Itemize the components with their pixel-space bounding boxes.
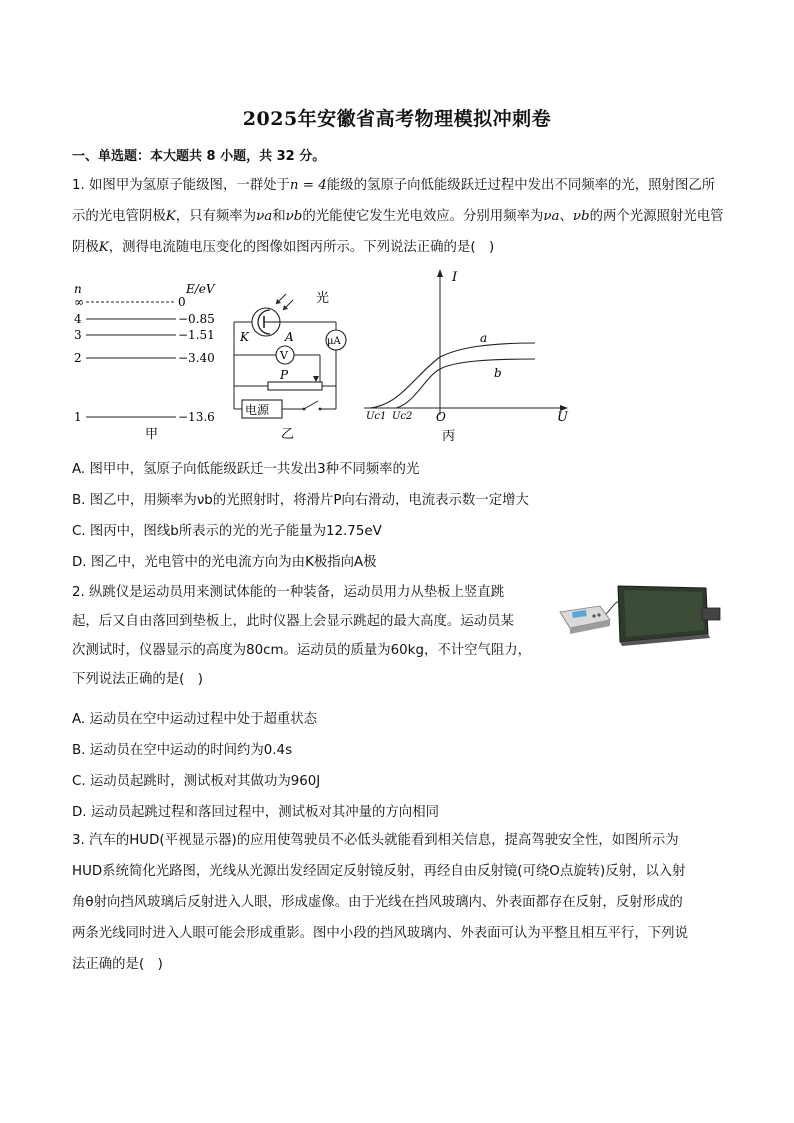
yi-source-label: 电源 bbox=[245, 403, 270, 417]
q1-text-c: ，只有频率为 bbox=[175, 209, 257, 224]
curve-a bbox=[370, 343, 535, 408]
q1-text-a: 1. 如图甲为氢原子能级图，一群处于 bbox=[72, 178, 290, 193]
q1-text-f: 、 bbox=[559, 209, 573, 224]
yi-p-label: P bbox=[280, 368, 289, 382]
q1-va1: νa bbox=[256, 209, 273, 224]
yi-light-label: 光 bbox=[316, 291, 330, 306]
q1-k1: K bbox=[165, 209, 176, 224]
energy-level-e: −1.51 bbox=[178, 328, 215, 342]
q1-text-b: 能级的氢原子向低能级跃迁过程中发出不同频率的光，照射图乙所示的光电管阴极 bbox=[72, 178, 716, 224]
q1-text-e: 的光能使它发生光电效应。分别用频率为 bbox=[302, 209, 544, 224]
q2-option-a[interactable]: A. 运动员在空中运动过程中处于超重状态 bbox=[72, 712, 318, 727]
bing-origin: O bbox=[436, 410, 446, 424]
q1-k2: K bbox=[98, 240, 109, 255]
q2-line-1: 2. 纵跳仪是运动员用来测试体能的一种装备，运动员用力从垫板上竖直跳 bbox=[72, 585, 505, 600]
q1-text-d: 和 bbox=[272, 209, 286, 224]
section-heading: 一、单选题：本大题共 8 小题，共 32 分。 bbox=[72, 149, 326, 164]
jia-n-label: n bbox=[74, 282, 82, 296]
energy-level-n: 2 bbox=[74, 351, 82, 365]
q2-option-b[interactable]: B. 运动员在空中运动的时间约为0.4s bbox=[72, 743, 293, 758]
yi-ua-label: μA bbox=[327, 336, 341, 347]
q2-line-3: 次测试时，仪器显示的高度为80cm。运动员的质量为60kg，不计空气阻力， bbox=[72, 643, 532, 658]
rheostat bbox=[268, 382, 322, 390]
curve-b bbox=[396, 359, 535, 408]
page-title: 2025年安徽省高考物理模拟冲刺卷 bbox=[242, 108, 552, 130]
bing-i-label: I bbox=[452, 270, 458, 285]
energy-level-e: −0.85 bbox=[178, 312, 215, 326]
figure-yi-circuit bbox=[228, 282, 358, 442]
q3-line-1: 3. 汽车的HUD(平视显示器)的应用使驾驶员不必低头就能看到相关信息，提高驾驶安全性，如图所示为 bbox=[72, 833, 679, 848]
jia-levels bbox=[74, 295, 215, 424]
q3-line-3: 角θ射向挡风玻璃后反射进入人眼，形成虚像。由于光线在挡风玻璃内、外表面都存在反射，反射形成的 bbox=[72, 895, 683, 910]
q1-text-g: 的两个光源照射光电管阴极 bbox=[72, 209, 724, 255]
bing-b-label: b bbox=[494, 366, 502, 380]
jia-e-label: E/eV bbox=[186, 282, 215, 296]
bing-a-label: a bbox=[480, 331, 488, 345]
q2-option-d[interactable]: D. 运动员起跳过程和落回过程中，测试板对其冲量的方向相同 bbox=[72, 805, 439, 820]
bing-uc2-label: Uc2 bbox=[392, 411, 413, 422]
q2-line-2: 起，后又自由落回到垫板上，此时仪器上会显示跳起的最大高度。运动员某 bbox=[72, 614, 514, 629]
yi-v-label: V bbox=[280, 349, 288, 362]
q1-option-d[interactable]: D. 图乙中，光电管中的光电流方向为由K极指向A极 bbox=[72, 555, 377, 570]
question-3-stem bbox=[72, 825, 724, 980]
energy-level-e: 0 bbox=[178, 295, 186, 309]
q1-va2: νa bbox=[543, 209, 560, 224]
figure-jia-energy-levels bbox=[68, 272, 228, 442]
switch-icon bbox=[304, 401, 318, 409]
bing-caption: 丙 bbox=[442, 429, 456, 443]
q1-vb2: νb bbox=[572, 209, 590, 224]
energy-level-n: ∞ bbox=[74, 295, 84, 309]
q1-text-h: ，测得电流随电压变化的图像如图丙所示。下列说法正确的是( ) bbox=[108, 240, 495, 255]
slider-arrow-icon bbox=[313, 376, 319, 382]
yi-caption: 乙 bbox=[281, 427, 295, 442]
question-1-stem bbox=[72, 170, 724, 263]
bing-u-label: U bbox=[557, 410, 568, 425]
yi-k-label: K bbox=[240, 330, 249, 344]
q1-n-eq: n = 4 bbox=[289, 178, 327, 193]
q1-option-a[interactable]: A. 图甲中，氢原子向低能级跃迁一共发出3种不同频率的光 bbox=[72, 462, 420, 477]
energy-level-e: −13.6 bbox=[178, 410, 215, 424]
jia-caption: 甲 bbox=[145, 427, 159, 442]
q2-line-4: 下列说法正确的是( ) bbox=[72, 672, 203, 687]
bing-uc1-label: Uc1 bbox=[366, 411, 387, 422]
question-2-stem bbox=[72, 578, 550, 694]
q3-line-4: 两条光线同时进入人眼可能会形成重影。图中小段的挡风玻璃内、外表面可认为平整且相互平行，下列说 bbox=[72, 926, 688, 941]
q2-option-c[interactable]: C. 运动员起跳时，测试板对其做功为960J bbox=[72, 774, 321, 789]
q3-line-5: 法正确的是( ) bbox=[72, 957, 163, 972]
q3-line-2: HUD系统简化光路图，光线从光源出发经固定反射镜反射，再经自由反射镜(可绕O点旋转)反射，以入射 bbox=[72, 864, 686, 879]
energy-level-n: 3 bbox=[74, 328, 82, 342]
energy-level-n: 1 bbox=[74, 410, 82, 424]
q1-option-b[interactable]: B. 图乙中，用频率为νb的光照射时，将滑片P向右滑动，电流表示数一定增大 bbox=[72, 493, 529, 508]
energy-level-n: 4 bbox=[74, 312, 82, 326]
jump-tester-image bbox=[556, 580, 726, 646]
yi-a-label: A bbox=[285, 330, 294, 344]
q1-vb1: νb bbox=[285, 209, 303, 224]
energy-level-e: −3.40 bbox=[178, 351, 215, 365]
q1-option-c[interactable]: C. 图丙中，图线b所表示的光的光子能量为12.75eV bbox=[72, 524, 382, 539]
figure-bing-iu-graph bbox=[360, 265, 580, 443]
